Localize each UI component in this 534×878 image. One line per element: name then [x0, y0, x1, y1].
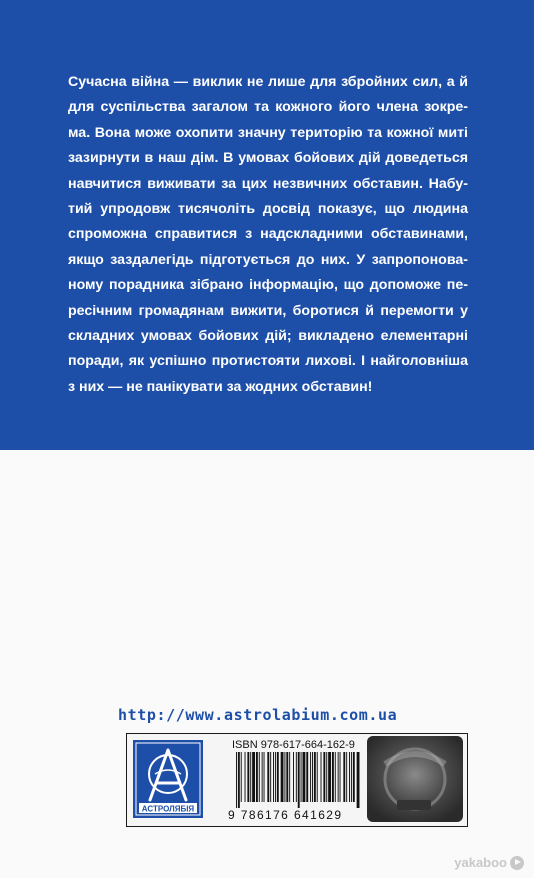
isbn-label: ISBN 978-617-664-162-9	[232, 739, 355, 751]
publisher-url[interactable]: http://www.astrolabium.com.ua	[118, 706, 398, 724]
security-sticker-icon	[367, 736, 463, 822]
barcode	[234, 752, 362, 808]
yakaboo-watermark	[454, 855, 524, 870]
watermark-text: yakaboo	[454, 855, 507, 870]
logo-label: АСТРОЛЯБІЯ	[141, 804, 195, 814]
astrolabe-logo-icon	[133, 740, 203, 818]
play-icon	[510, 856, 524, 870]
barcode-number: 9 786176 641629	[228, 808, 343, 822]
publisher-info-box	[126, 733, 468, 827]
blurb-text: Сучасна війна — виклик не лише для збройних сил, а й для суспільства загалом та кожного його члена зокрема. Вона може охопити значну територію та кожної миті зазирнути в наш дім. В умовах бойових дій доведеться навчитися виживати за цих незвичних обставин. Набутий упродовж тисячоліть досвід показує, що людина спроможна справитися з надскладними обставинами, якщо заздалегідь підготується до них. У запропонованому порадника зібрано інформацію, що допоможе пересічним громадянам вижити, боротися й перемогти у складних умовах бойових дій; викладено елементарні поради, як успішно протистояти лихові. І найголовніша з них — не панікувати за жодних обставин!	[68, 74, 468, 395]
